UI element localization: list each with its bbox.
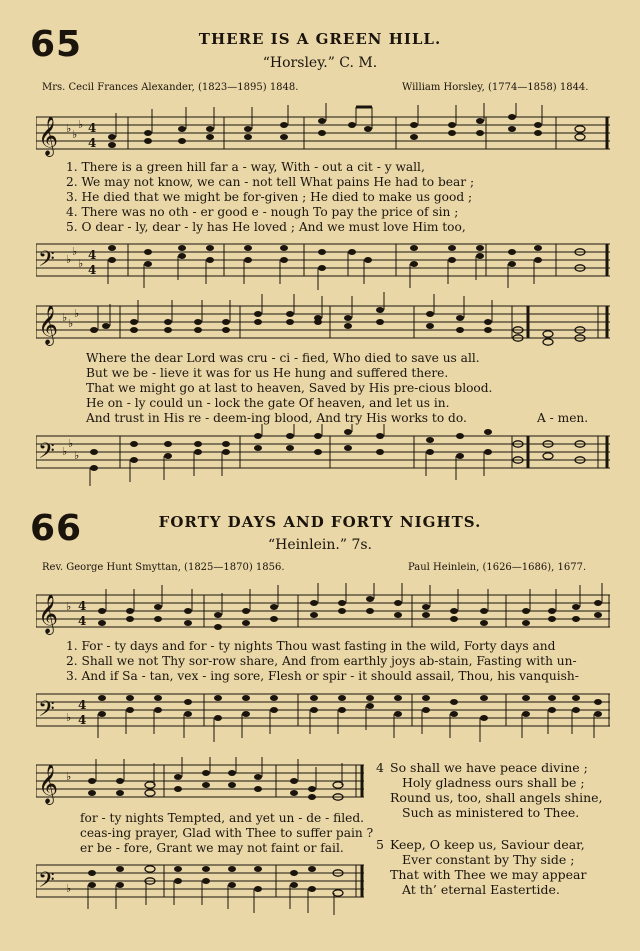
svg-text:♭: ♭	[62, 311, 68, 324]
amen-label: A - men.	[537, 411, 589, 425]
verse-5-line-4: At th’ eternal Eastertide.	[402, 882, 560, 897]
verse-5-line-3: That with Thee we may appear	[390, 867, 587, 882]
lyric-line-65-8: That we might go at last to heaven, Saved by His pre-cious blood.	[86, 381, 493, 395]
author-credit-65: Mrs. Cecil Frances Alexander, (1823—1895) 1848.	[42, 82, 299, 93]
verse-5-line-1: Keep, O keep us, Saviour dear,	[390, 837, 585, 852]
verse-5-line-2: Ever constant by Thy side ;	[402, 852, 575, 867]
verse-number-4: 4	[376, 760, 384, 775]
lyric-line-65-1: 1. There is a green hill far a - way, With - out a cit - y wall,	[66, 160, 425, 174]
svg-text:♭: ♭	[66, 600, 72, 613]
svg-text:𝄞: 𝄞	[38, 116, 59, 156]
bass-staff-66-1	[36, 684, 612, 746]
svg-text:♭: ♭	[78, 257, 84, 270]
svg-text:𝄢: 𝄢	[38, 697, 55, 727]
lyric-line-65-3: 3. He died that we might be for-given ; He died to make us good ;	[66, 190, 473, 204]
svg-text:4: 4	[88, 248, 97, 262]
hymn-number-66: 66	[30, 508, 83, 549]
lyric-line-66-4: for - ty nights Tempted, and yet un - de - filed.	[80, 811, 365, 825]
svg-text:♭: ♭	[66, 882, 72, 895]
lyric-line-65-6: Where the dear Lord was cru - ci - fied, Who died to save us all.	[86, 351, 480, 365]
verse-number-5: 5	[376, 837, 384, 852]
music-notation	[36, 103, 612, 163]
svg-text:♭: ♭	[72, 128, 78, 141]
verse-4-line-1: So shall we have peace divine ;	[390, 760, 588, 775]
svg-text:𝄞: 𝄞	[38, 764, 59, 804]
svg-text:4: 4	[78, 614, 87, 628]
svg-text:♭: ♭	[74, 307, 80, 320]
composer-credit-65: William Horsley, (1774—1858) 1844.	[402, 82, 589, 93]
bass-staff-65-2	[36, 424, 612, 486]
svg-text:4: 4	[88, 121, 97, 135]
lyric-line-66-2: 2. Shall we not Thy sor-row share, And from earthly joys ab-stain, Fasting with un-	[66, 654, 577, 668]
lyric-line-66-3: 3. And if Sa - tan, vex - ing sore, Flesh or spir - it should assail, Thou, his vanquish-	[66, 669, 579, 683]
lyric-line-65-2: 2. We may not know, we can - not tell What pains He had to bear ;	[66, 175, 475, 189]
svg-text:♭: ♭	[66, 770, 72, 783]
bass-staff-66-2	[36, 855, 370, 917]
treble-staff-65-1	[36, 103, 612, 163]
author-credit-66: Rev. George Hunt Smyttan, (1825—1870) 1856.	[42, 562, 285, 573]
lyric-line-66-5: ceas-ing prayer, Glad with Thee to suffer pain ?	[80, 826, 374, 840]
tune-name-65: “Horsley.” C. M.	[262, 55, 378, 71]
svg-text:4: 4	[78, 713, 87, 727]
music-notation	[36, 684, 612, 746]
hymn-title-66: FORTY DAYS AND FORTY NIGHTS.	[158, 513, 482, 531]
lyric-line-66-6: er be - fore, Grant we may not faint or fail.	[80, 841, 344, 855]
music-notation	[36, 583, 612, 643]
tune-name-66: “Heinlein.” 7s.	[267, 537, 372, 553]
verse-4-line-3: Round us, too, shall angels shine,	[390, 790, 603, 805]
treble-staff-66-1	[36, 583, 612, 643]
lyric-line-65-4: 4. There was no oth - er good e - nough To pay the price of sin ;	[66, 205, 459, 219]
svg-text:♭: ♭	[72, 245, 78, 258]
music-notation	[36, 424, 612, 486]
lyric-line-66-1: 1. For - ty days and for - ty nights Thou wast fasting in the wild, Forty days and	[66, 639, 556, 653]
treble-staff-65-2	[36, 292, 612, 352]
svg-text:♭: ♭	[66, 253, 72, 266]
music-notation	[36, 757, 370, 813]
hymn-number-65: 65	[30, 24, 83, 65]
verse-4-line-4: Such as ministered to Thee.	[402, 805, 580, 820]
treble-staff-66-2	[36, 757, 370, 813]
svg-text:♭: ♭	[66, 711, 72, 724]
bass-staff-65-1	[36, 232, 612, 294]
verse-4-line-2: Holy gladness ours shall be ;	[402, 775, 585, 790]
svg-text:♭: ♭	[74, 449, 80, 462]
lyric-line-65-9: He on - ly could un - lock the gate Of heaven, and let us in.	[86, 396, 450, 410]
svg-text:♭: ♭	[68, 317, 74, 330]
svg-text:𝄢: 𝄢	[38, 868, 55, 898]
composer-credit-66: Paul Heinlein, (1626—1686), 1677.	[408, 562, 587, 573]
svg-text:♭: ♭	[78, 118, 84, 131]
svg-text:4: 4	[88, 136, 97, 150]
svg-text:4: 4	[78, 599, 87, 613]
lyric-line-65-7: But we be - lieve it was for us He hung and suffered there.	[86, 366, 449, 380]
lyric-line-65-10: And trust in His re - deem-ing blood, And try His works to do.	[86, 411, 467, 425]
svg-text:4: 4	[88, 263, 97, 277]
svg-text:𝄢: 𝄢	[38, 247, 55, 277]
svg-text:♭: ♭	[62, 445, 68, 458]
music-notation	[36, 292, 612, 352]
lyric-line-65-5: 5. O dear - ly, dear - ly has He loved ; And we must love Him too,	[66, 220, 466, 234]
hymn-title-65: THERE IS A GREEN HILL.	[198, 30, 442, 48]
svg-text:𝄞: 𝄞	[38, 594, 59, 634]
music-notation	[36, 232, 612, 294]
svg-text:4: 4	[78, 698, 87, 712]
svg-text:♭: ♭	[68, 437, 74, 450]
music-notation	[36, 855, 370, 917]
svg-text:♭: ♭	[66, 122, 72, 135]
svg-text:𝄞: 𝄞	[38, 305, 59, 345]
svg-text:𝄢: 𝄢	[38, 439, 55, 469]
